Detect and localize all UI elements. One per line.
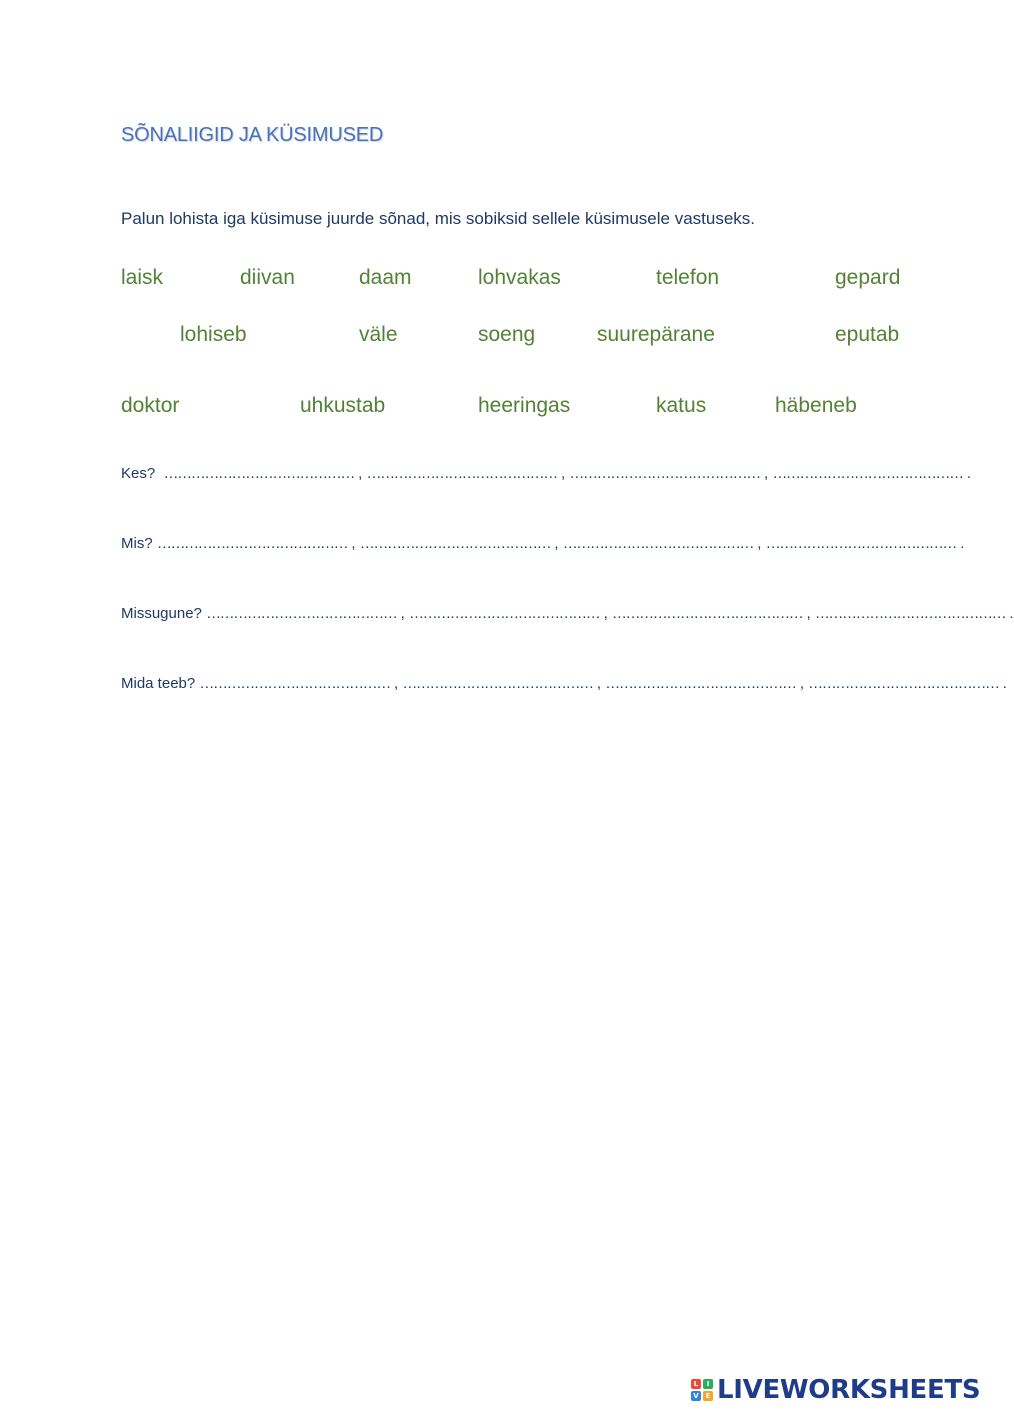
separator: , xyxy=(757,535,762,552)
word-tile[interactable]: heeringas xyxy=(478,394,571,417)
logo-square-l: L xyxy=(691,1379,701,1389)
terminator: . xyxy=(960,535,965,552)
answer-drop-zone[interactable]: …………………………………… xyxy=(814,605,1006,622)
separator: , xyxy=(561,465,566,482)
word-tile[interactable]: eputab xyxy=(835,323,900,346)
separator: , xyxy=(806,605,811,622)
separator: , xyxy=(554,535,559,552)
question-mida-teeb xyxy=(121,675,1007,692)
word-tile[interactable]: väle xyxy=(359,323,398,346)
separator: , xyxy=(596,675,602,692)
worksheet-instruction: Palun lohista iga küsimuse juurde sõnad, mis sobiksid sellele küsimusele vastuseks. xyxy=(121,209,756,228)
word-tile[interactable]: diivan xyxy=(240,266,295,289)
answer-drop-zone[interactable]: …………………………………… xyxy=(206,605,397,622)
answer-drop-zone[interactable]: …………………………………… xyxy=(199,675,390,692)
word-tile[interactable]: gepard xyxy=(835,266,901,289)
separator: , xyxy=(393,675,399,692)
answer-drop-zone[interactable]: …………………………………… xyxy=(359,535,551,552)
word-tile[interactable]: daam xyxy=(359,266,412,289)
word-tile[interactable]: suurepärane xyxy=(597,323,715,346)
word-tile[interactable]: uhkustab xyxy=(300,394,386,417)
answer-drop-zone[interactable]: …………………………………… xyxy=(611,605,803,622)
word-tile[interactable]: telefon xyxy=(656,266,720,289)
answer-drop-zone[interactable]: …………………………………… xyxy=(402,675,593,692)
answer-drop-zone[interactable]: …………………………………… xyxy=(366,465,557,482)
logo-square-i: I xyxy=(703,1379,713,1389)
answer-drop-zone[interactable]: …………………………………… xyxy=(562,535,754,552)
liveworksheets-icon xyxy=(691,1379,713,1401)
terminator: . xyxy=(1002,675,1007,692)
brand-name: LIVEWORKSHEETS xyxy=(717,1375,981,1405)
terminator: . xyxy=(1009,605,1014,622)
question-label: Mis? xyxy=(121,535,153,552)
question-label: Kes? xyxy=(121,465,156,482)
word-tile[interactable]: lohvakas xyxy=(478,266,561,289)
answer-drop-zone[interactable]: …………………………………… xyxy=(808,675,999,692)
logo-square-v: V xyxy=(691,1391,701,1401)
question-kes xyxy=(121,465,971,482)
separator: , xyxy=(763,465,769,482)
logo-square-e: E xyxy=(703,1391,713,1401)
word-tile[interactable]: doktor xyxy=(121,394,180,417)
separator: , xyxy=(351,535,356,552)
word-tile[interactable]: soeng xyxy=(478,323,536,346)
answer-drop-zone[interactable]: …………………………………… xyxy=(408,605,600,622)
answer-drop-zone[interactable]: …………………………………… xyxy=(156,535,348,552)
word-tile[interactable]: lohiseb xyxy=(180,323,247,346)
worksheet-title: SÕNALIIGID JA KÜSIMUSED xyxy=(121,124,384,146)
terminator: . xyxy=(966,465,972,482)
separator: , xyxy=(358,465,363,482)
question-missugune xyxy=(121,605,1014,622)
question-label: Missugune? xyxy=(121,605,202,622)
separator: , xyxy=(400,605,405,622)
question-label: Mida teeb? xyxy=(121,675,196,692)
word-tile[interactable]: laisk xyxy=(121,266,164,289)
answer-drop-zone[interactable]: …………………………………… xyxy=(569,465,760,482)
question-mis xyxy=(121,535,964,552)
answer-drop-zone[interactable]: …………………………………… xyxy=(605,675,796,692)
word-tile[interactable]: häbeneb xyxy=(775,394,857,417)
answer-drop-zone[interactable]: …………………………………… xyxy=(765,535,957,552)
answer-drop-zone[interactable]: …………………………………… xyxy=(163,465,354,482)
liveworksheets-logo[interactable] xyxy=(691,1374,980,1406)
separator: , xyxy=(799,675,804,692)
answer-drop-zone[interactable]: …………………………………… xyxy=(772,465,963,482)
word-tile[interactable]: katus xyxy=(656,394,707,417)
separator: , xyxy=(603,605,608,622)
